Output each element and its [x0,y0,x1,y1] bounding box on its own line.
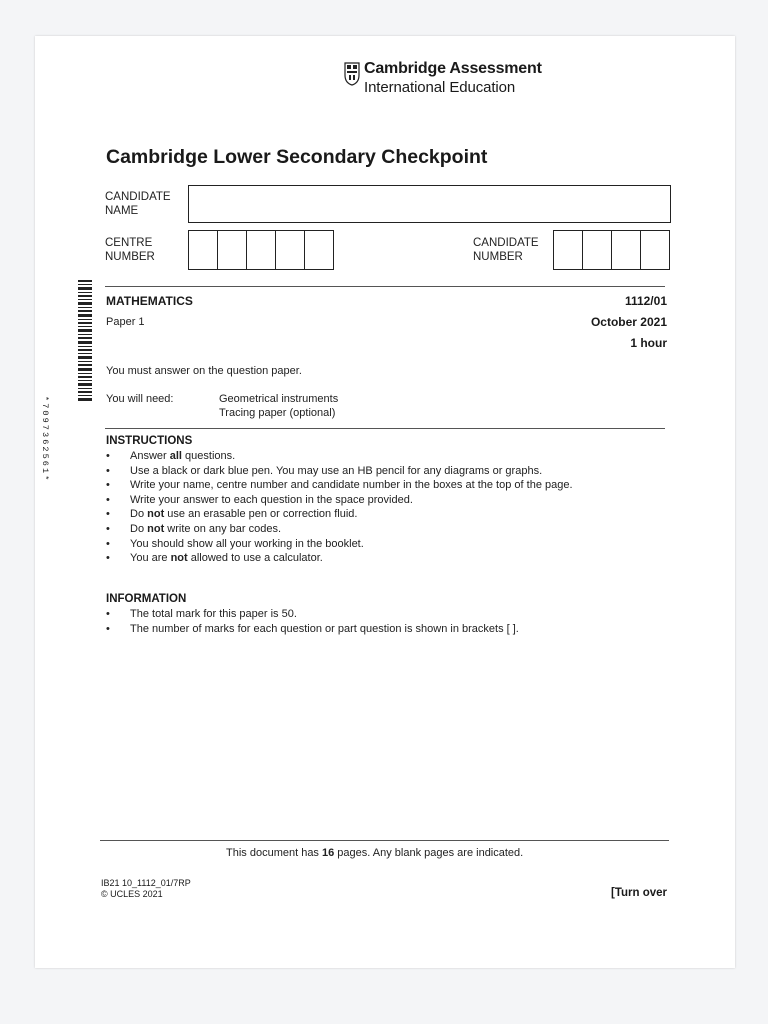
page-count-text: This document has [226,847,322,859]
shield-crest-icon [344,62,360,86]
instructions-item-text: write on any bar codes. [164,522,282,535]
candidate-number-digit-box[interactable] [554,231,583,269]
candidate-number-digit-box[interactable] [641,231,669,269]
information-heading: INFORMATION [106,593,187,605]
page-title: Cambridge Lower Secondary Checkpoint [106,146,488,168]
candidate-number-digit-box[interactable] [612,231,641,269]
page-count-number: 16 [322,847,335,859]
copyright: © UCLES 2021 [101,889,163,899]
instructions-item [106,493,573,508]
instructions-item [106,464,573,479]
information-item [106,607,519,622]
turn-over: [Turn over [610,887,667,899]
divider [105,428,665,429]
centre-number-label: CENTRE NUMBER [105,237,155,263]
need-item: Tracing paper (optional) [219,407,336,419]
instructions-item-text: Do [130,508,148,521]
paper-number: Paper 1 [106,316,145,328]
need-label: You will need: [106,393,174,405]
exam-duration: 1 hour [630,336,667,350]
candidate-name-box[interactable] [188,185,671,223]
information-item-text: The number of marks for each question or part question is shown in brackets [ ]. [130,622,519,635]
instructions-item-text: Write your answer to each question in the space provided. [130,493,413,506]
barcode-number: *7097362561* [40,396,50,483]
instructions-item-text: You should show all your working in the booklet. [130,537,364,550]
instructions-item-text: not [170,552,188,565]
subject-name: MATHEMATICS [106,294,193,308]
instructions-list [106,449,573,566]
instructions-item-text: not [147,522,165,535]
centre-number-digit-box[interactable] [276,231,305,269]
logo-line-2: International Education [364,79,516,96]
footer-divider [100,840,669,841]
centre-number-digit-box[interactable] [305,231,333,269]
instructions-item-text: Do [130,522,148,535]
information-list [106,607,519,636]
instructions-item-text: Write your name, centre number and candidate number in the boxes at the top of the page. [130,479,573,492]
instructions-heading: INSTRUCTIONS [106,435,193,447]
divider [105,286,665,287]
candidate-number-digit-box[interactable] [583,231,612,269]
document-reference: IB21 10_1112_01/7RP [101,878,191,888]
cambridge-logo [344,62,574,100]
candidate-number-label: CANDIDATE NUMBER [473,237,539,263]
instructions-item-text: use an erasable pen or correction fluid. [164,508,358,521]
need-item: Geometrical instruments [219,393,339,405]
logo-line-1: Cambridge Assessment [364,60,542,77]
instructions-item [106,537,573,552]
answer-note: You must answer on the question paper. [106,365,302,377]
instructions-item-text: not [147,508,165,521]
instructions-item [106,449,573,464]
page-count-text: pages. Any blank pages are indicated. [334,847,524,859]
instructions-item-text: You are [130,552,171,565]
exam-session: October 2021 [590,315,667,329]
candidate-number-boxes[interactable] [553,230,670,270]
centre-number-boxes[interactable] [188,230,334,270]
centre-number-digit-box[interactable] [189,231,218,269]
centre-number-digit-box[interactable] [218,231,247,269]
instructions-item-text: questions. [181,450,236,462]
instructions-item-text: Answer [130,450,170,462]
instructions-item-text: allowed to use a calculator. [187,552,323,565]
candidate-name-label: CANDIDATE NAME [105,191,171,217]
barcode-image [60,280,96,406]
instructions-item-text: all [169,450,182,462]
centre-number-digit-box[interactable] [247,231,276,269]
page-count-note [226,847,523,859]
information-item [106,622,519,637]
information-item-text: The total mark for this paper is 50. [130,608,297,620]
instructions-item [106,507,573,522]
instructions-item-text: Use a black or dark blue pen. You may use an HB pencil for any diagrams or graphs. [130,464,543,477]
instructions-item [106,478,573,493]
instructions-item [106,522,573,537]
instructions-item [106,551,573,566]
syllabus-code: 1112/01 [624,294,667,308]
